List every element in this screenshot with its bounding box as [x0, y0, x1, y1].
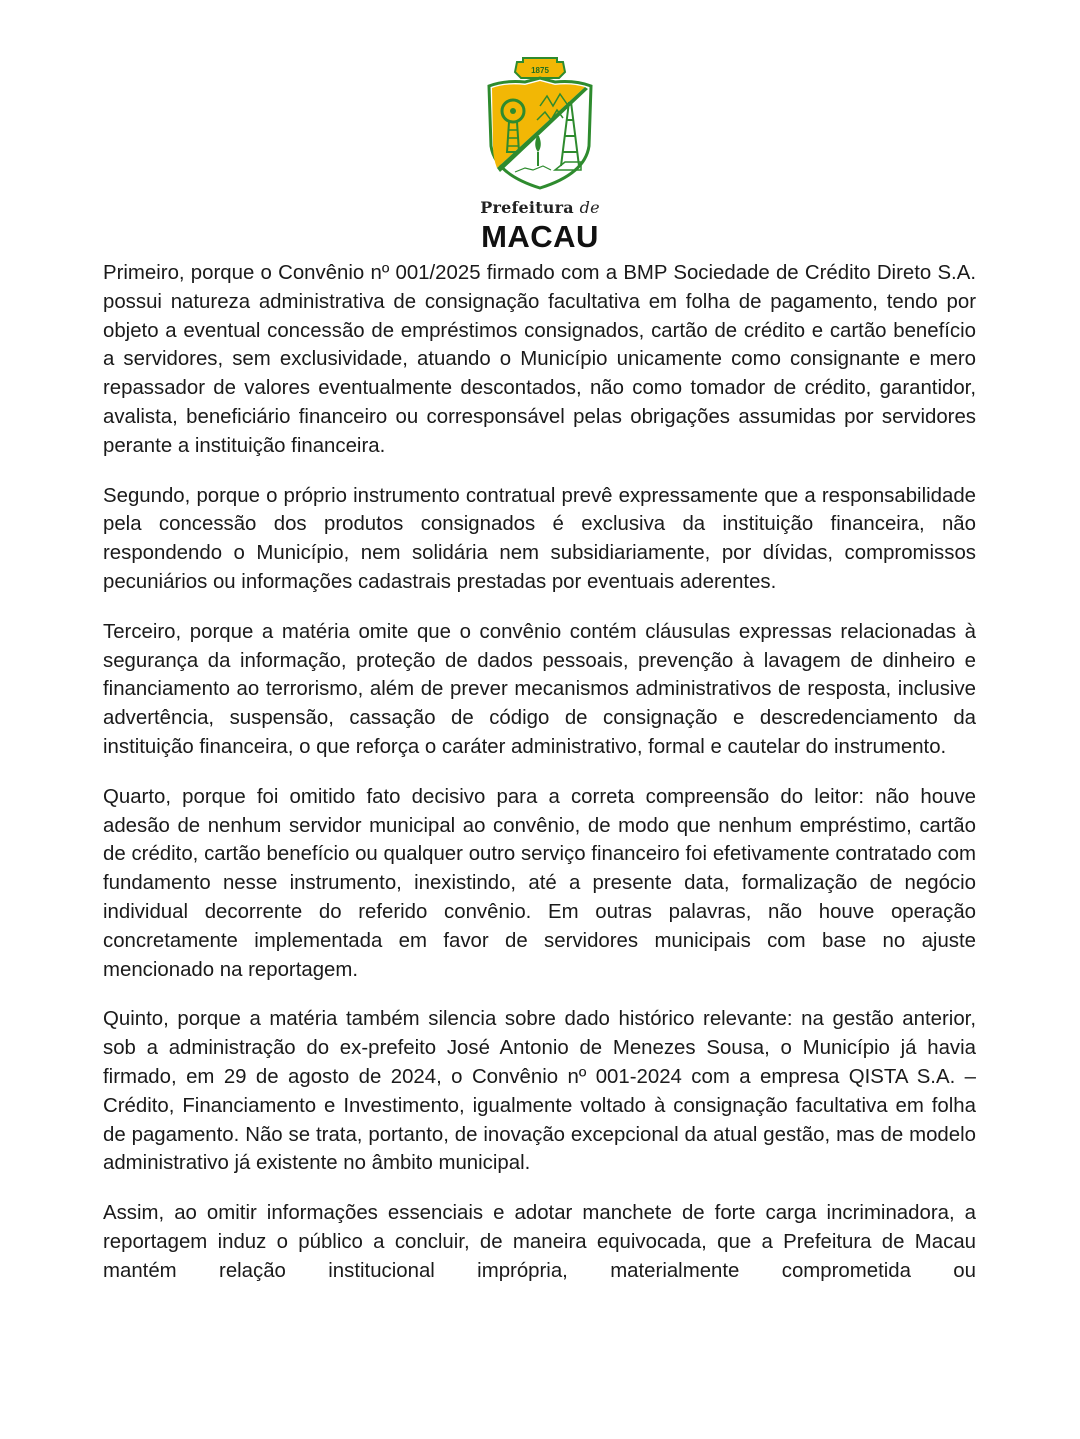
paragraph-segundo: Segundo, porque o próprio instrumento contratual prevê expressamente que a responsabilidade pela concessão dos produtos consignados é exclusiva da instituição financeira, não respondendo o Município, nem solidária nem subsidiariamente, por dívidas, compromissos pecuniários ou informações cadastrais prestadas por eventuais aderentes. — [103, 484, 976, 593]
prefeitura-de: de — [579, 198, 600, 217]
prefeitura-label — [0, 198, 1080, 217]
letterhead — [0, 56, 1080, 255]
paragraph-primeiro: Primeiro, porque o Convênio nº 001/2025 firmado com a BMP Sociedade de Crédito Direto S.A. possui natureza administrativa de consignação facultativa em folha de pagamento, tendo por objeto a eventual concessão de empréstimos consignados, cartão de crédito e cartão benefício a servidores, sem exclusividade, atuando o Município unicamente como consignante e mero repassador de valores eventualmente descontados, não como tomador de crédito, garantidor, avalista, beneficiário financeiro ou corresponsável pelas obrigações assumidas por servidores perante a instituição financeira. — [103, 262, 976, 457]
paragraph-quarto: Quarto, porque foi omitido fato decisivo para a correta compreensão do leitor: não houve adesão de nenhum servidor municipal ao convênio, de modo que nenhum empréstimo, cartão de crédito, cartão benefício ou qualquer outro serviço financeiro foi efetivamente contratado com fundamento nesse instrumento, inexistindo, até a presente data, formalização de negócio individual decorrente do referido convênio. Em outras palavras, não houve operação concretamente implementada em favor de servidores municipais com base no ajuste mencionado na reportagem. — [103, 785, 976, 981]
paragraph-quinto: Quinto, porque a matéria também silencia sobre dado histórico relevante: na gestão anterior, sob a administração do ex-prefeito José Antonio de Menezes Sousa, o Município já havia firmado, em 29 de agosto de 2024, o Convênio nº 001-2024 com a empresa QISTA S.A. – Crédito, Financiamento e Investimento, igualmente voltado à consignação facultativa em folha de pagamento. Não se trata, portanto, de inovação excepcional da atual gestão, mas de modelo administrativo já existente no âmbito municipal. — [103, 1008, 976, 1175]
paragraph-assim: Assim, ao omitir informações essenciais e adotar manchete de forte carga incriminadora, a reportagem induz o público a concluir, de maneira equivocada, que a Prefeitura de Macau mantém relação institucional imprópria, materialmente comprometida ou — [103, 1202, 976, 1282]
document-body — [103, 259, 976, 1307]
paragraph-terceiro: Terceiro, porque a matéria omite que o convênio contém cláusulas expressas relacionadas à segurança da informação, proteção de dados pessoais, prevenção à lavagem de dinheiro e financiamento ao terrorismo, além de prever mecanismos administrativos de resposta, inclusive advertência, suspensão, cassação de código de consignação e descredenciamento da instituição financeira, o que reforça o caráter administrativo, formal e cautelar do instrumento. — [103, 620, 976, 758]
prefeitura-word: Prefeitura — [480, 198, 574, 217]
city-name: MACAU — [481, 219, 599, 254]
crest-year: 1875 — [531, 66, 549, 75]
municipal-crest-icon — [485, 56, 595, 192]
